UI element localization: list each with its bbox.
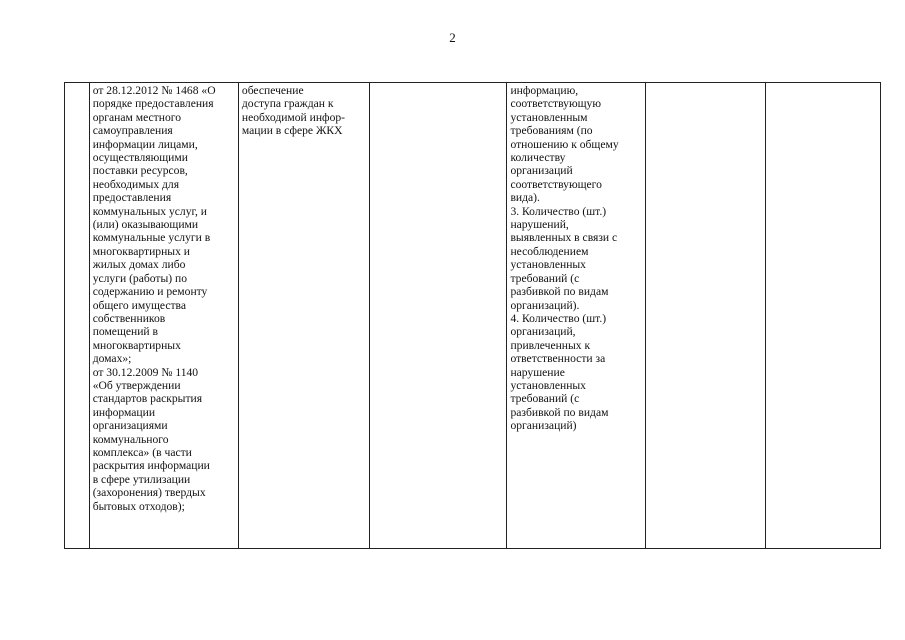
table-cell-empty-7 [765,83,880,549]
table-cell-legal-acts: от 28.12.2012 № 1468 «О порядке предоставления органам местного самоуправления информации лицами, осуществляющими поставки ресурсов, необходимых для предоставления коммунальных услуг, и (или) оказывающими коммунальные услуги в многоквартирных и жилых домах либо услуги (работы) по содержанию и ремонту общего имущества собственников помещений в многоквартирных домах»; от 30.12.2009 № 1140 «Об утверждении стандартов раскрытия информации организациями коммунального комплекса» (в части раскрытия информации в сфере утилизации (захоронения) твердых бытовых отходов); [89,83,238,549]
document-table [64,82,881,549]
table-cell-goal: обеспечение доступа граждан к необходимой инфор- мации в сфере ЖКХ [238,83,369,549]
table-row [65,83,881,549]
table-cell-number [65,83,90,549]
page-number: 2 [449,30,456,45]
table-cell-empty-6 [646,83,765,549]
table-cell-indicators: информацию, соответствующую установленным требованиям (по отношению к общему количеству организаций соответствующего вида). 3. Количество (шт.) нарушений, выявленных в связи с несоблюдением установленных требований (с разбивкой по видам организаций). 4. Количество (шт.) организаций, привлеченных к ответственности за нарушение установленных требований (с разбивкой по видам организаций) [507,83,646,549]
table-cell-empty-4 [369,83,507,549]
